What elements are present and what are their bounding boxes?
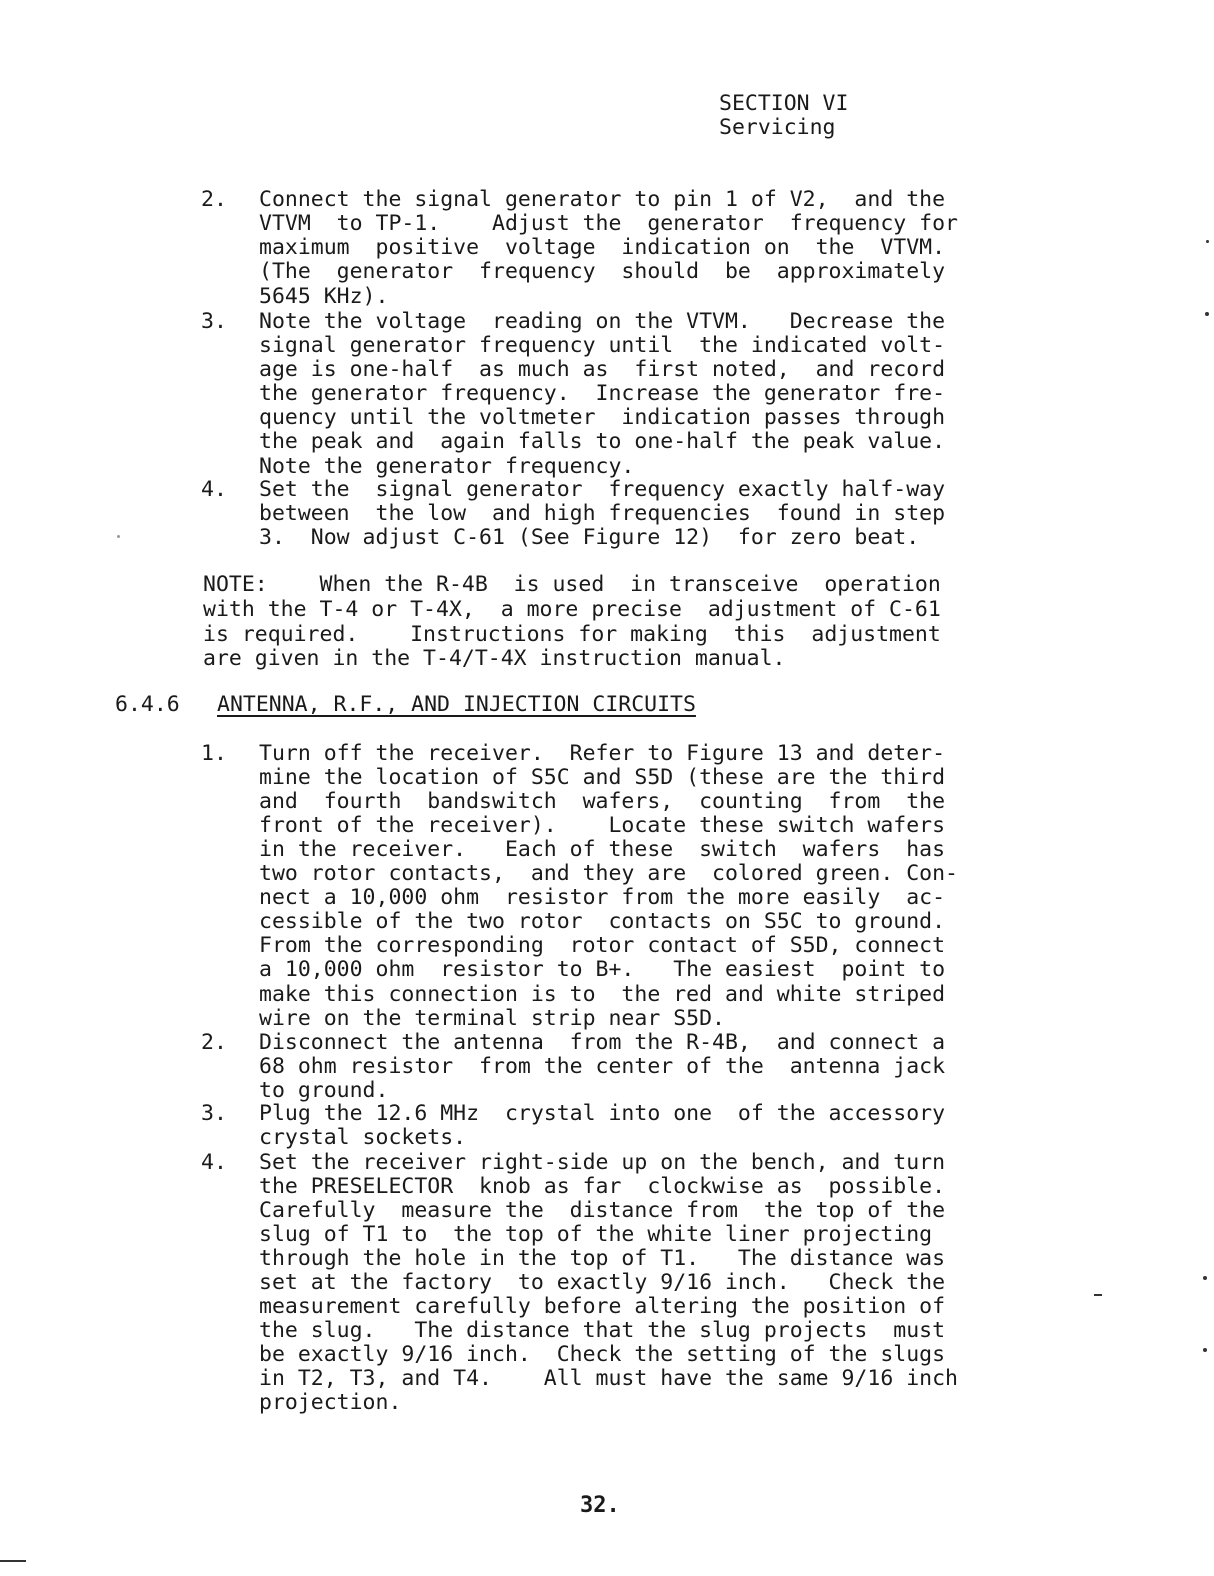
- scan-speck: [1206, 240, 1209, 243]
- text-line: between the low and high frequencies found in step: [259, 501, 946, 526]
- text-line: signal generator frequency until the indicated volt-: [259, 333, 946, 358]
- page-number: 32.: [580, 1493, 620, 1518]
- text-line: Plug the 12.6 MHz crystal into one of the accessory: [259, 1101, 946, 1126]
- text-line: wire on the terminal strip near S5D.: [259, 1006, 725, 1031]
- text-line: Set the signal generator frequency exactly half-way: [259, 477, 946, 502]
- scan-speck: [0, 1560, 26, 1562]
- scan-speck: [117, 535, 120, 538]
- text-line: 68 ohm resistor from the center of the antenna jack: [259, 1054, 946, 1079]
- text-line: the slug. The distance that the slug projects must: [259, 1318, 946, 1343]
- list-item-number: 4.: [201, 1150, 227, 1175]
- section-number: 6.4.6: [115, 692, 180, 717]
- list-item-number: 3.: [201, 309, 227, 334]
- text-line: mine the location of S5C and S5D (these are the third: [259, 765, 946, 790]
- list-item-number: 1.: [201, 741, 227, 766]
- text-line: NOTE: When the R-4B is used in transceive operation: [203, 572, 941, 597]
- text-line: two rotor contacts, and they are colored green. Con-: [259, 861, 958, 886]
- text-line: Note the voltage reading on the VTVM. Decrease the: [259, 309, 946, 334]
- text-line: the generator frequency. Increase the generator fre-: [259, 381, 946, 406]
- text-line: Disconnect the antenna from the R-4B, and connect a: [259, 1030, 946, 1055]
- text-line: nect a 10,000 ohm resistor from the more easily ac-: [259, 885, 946, 910]
- text-line: Set the receiver right-side up on the bench, and turn: [259, 1150, 946, 1175]
- text-line: a 10,000 ohm resistor to B+. The easiest point to: [259, 957, 946, 982]
- text-line: Note the generator frequency.: [259, 454, 635, 479]
- text-line: maximum positive voltage indication on the VTVM.: [259, 235, 946, 260]
- text-line: measurement carefully before altering the position of: [259, 1294, 946, 1319]
- text-line: (The generator frequency should be approximately: [259, 259, 946, 284]
- scan-speck: [1203, 1276, 1207, 1280]
- text-line: in T2, T3, and T4. All must have the same 9/16 inch: [259, 1366, 958, 1391]
- section-title: ANTENNA, R.F., AND INJECTION CIRCUITS: [217, 692, 696, 717]
- text-line: projection.: [259, 1390, 402, 1415]
- list-item-number: 3.: [201, 1101, 227, 1126]
- text-line: and fourth bandswitch wafers, counting from the: [259, 789, 946, 814]
- text-line: 3. Now adjust C-61 (See Figure 12) for zero beat.: [259, 525, 920, 550]
- text-line: quency until the voltmeter indication passes through: [259, 405, 946, 430]
- text-line: with the T-4 or T-4X, a more precise adjustment of C-61: [203, 597, 941, 622]
- list-item-number: 2.: [201, 1030, 227, 1055]
- list-item-number: 2.: [201, 187, 227, 212]
- text-line: front of the receiver). Locate these switch wafers: [259, 813, 946, 838]
- text-line: Turn off the receiver. Refer to Figure 13 and deter-: [259, 741, 946, 766]
- text-line: age is one-half as much as first noted, and record: [259, 357, 946, 382]
- scan-speck: [1094, 1294, 1102, 1296]
- text-line: the peak and again falls to one-half the peak value.: [259, 429, 946, 454]
- text-line: in the receiver. Each of these switch wafers has: [259, 837, 946, 862]
- text-line: to ground.: [259, 1078, 389, 1103]
- text-line: 5645 KHz).: [259, 284, 389, 309]
- text-line: Carefully measure the distance from the top of the: [259, 1198, 946, 1223]
- text-line: slug of T1 to the top of the white liner projecting: [259, 1222, 933, 1247]
- text-line: cessible of the two rotor contacts on S5C to ground.: [259, 909, 946, 934]
- text-line: is required. Instructions for making this adjustment: [203, 622, 941, 647]
- text-line: are given in the T-4/T-4X instruction manual.: [203, 646, 786, 671]
- text-line: make this connection is to the red and white striped: [259, 982, 946, 1007]
- text-line: From the corresponding rotor contact of S5D, connect: [259, 933, 946, 958]
- text-line: VTVM to TP-1. Adjust the generator frequency for: [259, 211, 958, 236]
- text-line: through the hole in the top of T1. The distance was: [259, 1246, 946, 1271]
- text-line: Connect the signal generator to pin 1 of V2, and the: [259, 187, 946, 212]
- list-item-number: 4.: [201, 477, 227, 502]
- section-subtitle: Servicing: [719, 115, 836, 140]
- scan-speck: [1203, 1348, 1207, 1352]
- text-line: set at the factory to exactly 9/16 inch. Check the: [259, 1270, 946, 1295]
- section-header: SECTION VI: [719, 91, 849, 116]
- text-line: the PRESELECTOR knob as far clockwise as possible.: [259, 1174, 946, 1199]
- text-line: crystal sockets.: [259, 1125, 467, 1150]
- scan-speck: [1205, 312, 1209, 316]
- text-line: be exactly 9/16 inch. Check the setting of the slugs: [259, 1342, 946, 1367]
